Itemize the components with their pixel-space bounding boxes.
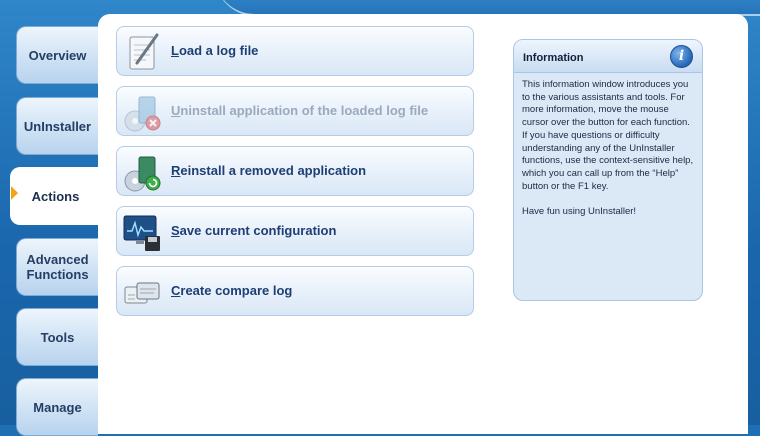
- information-title: Information: [523, 52, 584, 64]
- tab-label: Actions: [31, 188, 80, 204]
- information-header: [514, 40, 702, 73]
- reinstall-package-icon: [121, 151, 163, 193]
- tab-advanced-functions[interactable]: [16, 238, 98, 296]
- tab-label: Advanced Functions: [26, 252, 89, 282]
- button-label: Create compare log: [171, 283, 293, 298]
- sidebar: [0, 0, 108, 425]
- button-label: Save current configuration: [171, 223, 337, 238]
- tab-label: Tools: [40, 329, 75, 345]
- tab-label: Manage: [33, 399, 82, 415]
- compare-log-icon: [121, 271, 163, 313]
- information-panel: [513, 39, 703, 301]
- tab-overview[interactable]: [16, 26, 98, 84]
- button-label: Uninstall application of the loaded log file: [171, 103, 429, 118]
- tab-tools[interactable]: [16, 308, 98, 366]
- tab-manage[interactable]: [16, 378, 98, 436]
- main-panel: [98, 14, 748, 434]
- button-label: Load a log file: [171, 43, 259, 58]
- uninstall-package-icon: [121, 91, 163, 133]
- information-text: This information window introduces you to the various assistants and tools. For more information, move the mouse cursor over the button for each function. If you have questions or difficulty understanding any of the UnInstaller functions, use the context-sensitive help, which you can call up from the “Help” button or the F1 key.: [522, 79, 694, 192]
- monitor-floppy-icon: [121, 211, 163, 253]
- tab-uninstaller[interactable]: [16, 97, 98, 155]
- button-label: Reinstall a removed application: [171, 163, 367, 178]
- load-log-file-button[interactable]: [116, 26, 474, 76]
- tab-actions[interactable]: [10, 167, 100, 225]
- tab-label: Overview: [28, 47, 87, 63]
- create-compare-log-button[interactable]: [116, 266, 474, 316]
- save-configuration-button[interactable]: [116, 206, 474, 256]
- information-body: [514, 73, 702, 219]
- notepad-pen-icon: [121, 31, 163, 73]
- tab-label: UnInstaller: [23, 118, 92, 134]
- active-tab-marker-icon: [11, 186, 18, 200]
- information-closing-text: Have fun using UnInstaller!: [522, 206, 637, 218]
- info-icon[interactable]: i: [670, 45, 693, 68]
- uninstall-loaded-log-button[interactable]: [116, 86, 474, 136]
- reinstall-application-button[interactable]: [116, 146, 474, 196]
